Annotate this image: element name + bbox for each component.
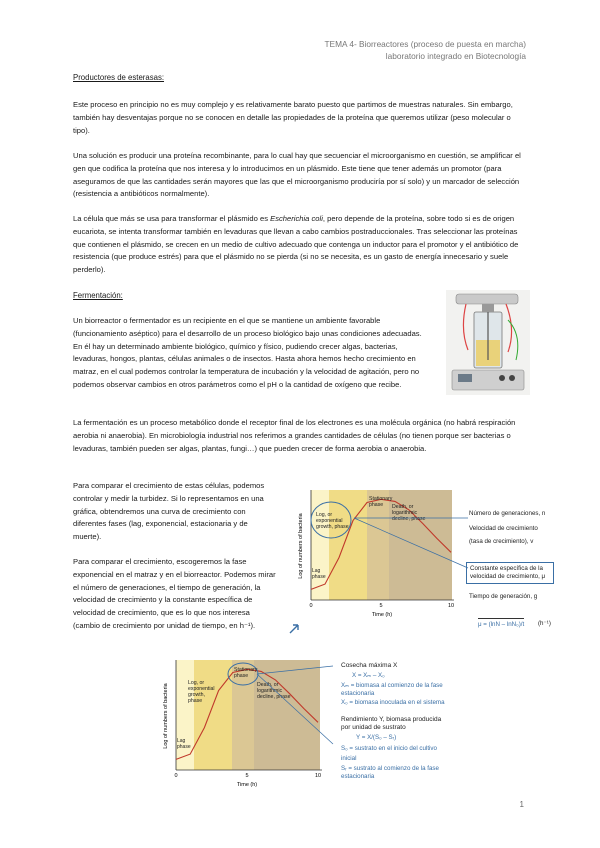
- lag-phase-band: [311, 490, 329, 600]
- paragraph-esterasas-3: [73, 213, 525, 277]
- stationary-label: Stationary: [234, 667, 258, 673]
- ann-harvest-eq: X = Xₘ – X₀: [352, 672, 385, 679]
- paragraph-fermentacion-4: Para comparar el crecimiento, escogeremos la fase exponencial en el matraz y en el biorreactor. Podemos mirar el número de generaciones, el tiempo de generación, la velocidad de crecimiento y la constante específica de velocidad de crecimiento, que es lo que nos interesa (cambio de crecimiento por unidad de tiempo, en h⁻¹).: [73, 557, 276, 630]
- ann-xm: Xₘ = biomasa al comienzo de la fase estacionaria: [341, 682, 443, 697]
- log-phase-label-3: growth,: [188, 692, 206, 698]
- ann-formula: μ = (lnN – lnN₀)/t: [478, 618, 524, 629]
- ann-harvest: Cosecha máxima X: [341, 662, 398, 669]
- death-label: Death, or: [392, 504, 414, 510]
- section-title-esterasas: Productores de esterasas:: [73, 73, 165, 82]
- log-phase-label: Log, or: [316, 512, 333, 518]
- x-tick-2: 10: [314, 773, 322, 779]
- ann-velocity-sub: (tasa de crecimiento), v: [469, 538, 534, 545]
- log-phase-band: [194, 660, 232, 770]
- death-label-2: logarithmic: [392, 510, 418, 516]
- paragraph-fermentacion-2: La fermentación es un proceso metabólico donde el receptor final de los electrones es una molécula orgánica (no habrá respiración aerobia ni anaerobia). En microbiología industrial nos referimos a grandes cantidades de células (no tienen porque ser bacterias o levaduras, también pueden ser algas, plantas, fungi…) que pueden crecer de forma aerobia o anaerobia.: [73, 418, 516, 453]
- ann-velocity: Velocidad de crecimiento: [469, 525, 538, 532]
- log-phase-label-2: exponential: [188, 686, 215, 692]
- stationary-label-2: phase: [369, 502, 384, 508]
- log-phase-label: Log, or: [188, 680, 205, 686]
- species-name: Escherichia coli: [270, 214, 323, 223]
- paragraph-esterasas-2: Una solución es producir una proteína recombinante, para lo cual hay que secuenciar el microorganismo en cuestión, se amplificar el gen que codifica la proteína que nos interesa y lo introducimos en un plásmido. Este tiene que tener además un promotor (para aseguramos de que las cantidades serán mayores que las que el microorganismo produciría por sí solo) y un marcador de selección (resistencia a antibióticos normalmente).: [73, 151, 521, 199]
- x-tick-0: 0: [174, 773, 178, 779]
- ann-generations: Número de generaciones, n: [469, 510, 546, 517]
- ann-x0: X₀ = biomasa inoculada en el sistema: [341, 699, 445, 706]
- lag-label-2: phase: [312, 574, 326, 580]
- ann-sr: Sᵣ = sustrato al comienzo de la fase estacionaria: [341, 765, 439, 780]
- section-title-fermentacion: Fermentación:: [73, 291, 123, 300]
- log-phase-label-2: exponential: [316, 518, 343, 524]
- death-label-3: decline, phase: [392, 516, 426, 522]
- page-header: [324, 38, 526, 62]
- death-label-3: decline, phase: [257, 694, 291, 700]
- ann-mu-box: Constante específica de la velocidad de crecimiento, μ: [466, 562, 554, 584]
- page-number: 1: [519, 800, 524, 809]
- log-phase-label-3: growth, phase: [316, 524, 349, 530]
- y-axis-label: Log of numbers of bacteria: [298, 513, 304, 579]
- expand-arrow-icon: [289, 621, 299, 639]
- annotation-connectors-1: [350, 500, 470, 590]
- ann-s0: S₀ = sustrato en el inicio del cultivo: [341, 745, 437, 752]
- y-axis-label: Log of numbers of bacteria: [163, 683, 169, 749]
- header-line-2: laboratorio integrado en Biotecnología: [385, 51, 526, 61]
- connector-line: [354, 518, 468, 568]
- lag-label: Lag: [177, 738, 186, 744]
- paragraph-fermentacion-1: Un biorreactor o fermentador es un recipiente en el que se mantiene un ambiente favorable (funcionamiento aséptico) para el desarrollo de un proceso biológico bajo unas condiciones adecuadas. En él hay un determinado ambiente biológico, químico y físico, pudiendo crecer algas, bacterias, levaduras, hongos, plantas, células animales o de insectos. Hasta ahora hemos hecho crecimiento en matraz, en el cual podemos controlar la temperatura de incubación y la velocidad de agitación, pero no podemos observar cambios en otros parámetros como el pH o la cantidad de oxígeno que recibe.: [73, 316, 422, 389]
- connector-line-2: [257, 674, 333, 744]
- x-tick-1: 5: [245, 773, 249, 779]
- paragraph-esterasas-1: Este proceso en principio no es muy complejo y es relativamente barato puesto que partimos de muestras naturales. Sin embargo, también hay desventajas porque no se conocen en detalle las propiedades de la proteína que queremos utilizar (peso molecular o tipo).: [73, 100, 513, 135]
- annotation-connectors-2: [255, 662, 335, 752]
- x-axis-label: Time (h): [371, 612, 393, 618]
- paragraph-esterasas-3b: , pero depende de la proteína, sobre todo si es de origen eucariota, se intenta transformar también en levaduras que llevan a cabo cambios postraduccionales. Tras seleccionar las proteínas que contienen el plásmido, se crecen en un medio de cultivo adecuado que contenga un inductor para el promotor y el antibiótico de resistencia (que produce estrés) para que el plásmido no se pierda (si no se necesita, es un gasto de energía innecesario y suele perderlo).: [73, 214, 519, 275]
- x-tick-0: 0: [309, 603, 313, 609]
- stationary-label-2: phase: [234, 673, 249, 679]
- x-axis-label: Time (h): [236, 782, 258, 788]
- x-tick-2: 10: [447, 603, 455, 609]
- lag-label: Lag: [312, 568, 321, 574]
- death-label: Death, or: [257, 682, 279, 688]
- death-label-2: logarithmic: [257, 688, 283, 694]
- paragraph-fermentacion-3: Para comparar el crecimiento de estas células, podemos controlar y medir la turbidez. Si lo representamos en una gráfica, obtendremos una curva de crecimiento con diferentes fases (lag, exponencial, estacionaria y de muerte).: [73, 481, 265, 542]
- ann-yield: Rendimiento Y, biomasa producida por unidad de sustrato: [341, 716, 442, 731]
- lag-phase-band: [176, 660, 194, 770]
- ann-units: (h⁻¹): [538, 620, 551, 627]
- ann-s0-b: inicial: [341, 755, 357, 762]
- ann-yield-eq: Y = X/(S₀ – Sᵣ): [356, 734, 397, 741]
- header-line-1: TEMA 4- Biorreactores (proceso de puesta en marcha): [324, 39, 526, 49]
- log-phase-label-4: phase: [188, 698, 203, 704]
- paragraph-esterasas-3a: La célula que más se usa para transformar el plásmido es: [73, 214, 271, 223]
- stationary-label: Stationary: [369, 496, 393, 502]
- connector-line: [257, 666, 333, 674]
- lag-label-2: phase: [177, 744, 191, 750]
- x-tick-1: 5: [379, 603, 383, 609]
- bioreactor-photo: [446, 290, 530, 395]
- ann-gen-time: Tiempo de generación, g: [469, 593, 538, 600]
